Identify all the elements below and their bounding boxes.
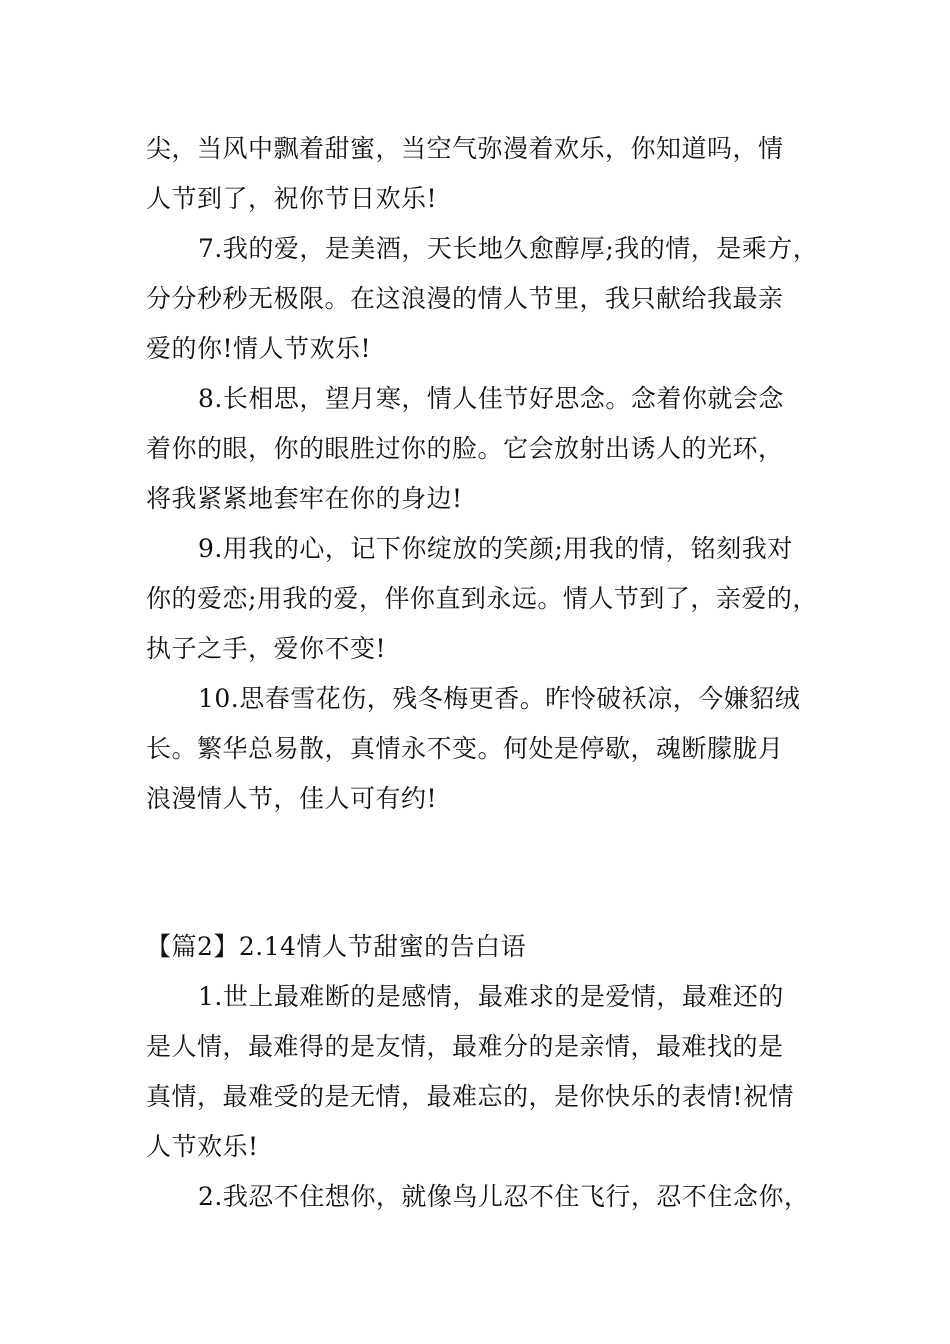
text-line: 1.世上最难断的是感情，最难求的是爱情，最难还的 [198, 982, 784, 1011]
text-line: 10.思春雪花伤，残冬梅更香。昨怜破袄凉，今嫌貂绒 [198, 684, 801, 713]
text-line: 人节到了，祝你节日欢乐! [146, 184, 438, 213]
text-line: 2.我忍不住想你，就像鸟儿忍不住飞行，忍不住念你， [198, 1182, 810, 1211]
text-line: 8.长相思，望月寒，情人佳节好思念。念着你就会念 [198, 384, 784, 413]
text-line: 你的爱恋;用我的爱，伴你直到永远。情人节到了，亲爱的， [146, 584, 818, 613]
section-heading: 【篇2】2.14情人节甜蜜的告白语 [146, 932, 527, 961]
text-line: 着你的眼，你的眼胜过你的脸。它会放射出诱人的光环， [146, 434, 784, 463]
text-line: 是人情，最难得的是友情，最难分的是亲情，最难找的是 [146, 1032, 784, 1061]
text-line: 7.我的爱，是美酒，天长地久愈醇厚;我的情，是乘方， [198, 234, 819, 263]
text-line: 执子之手，爱你不变! [146, 634, 387, 663]
text-line: 浪漫情人节，佳人可有约! [146, 784, 438, 813]
text-line: 真情，最难受的是无情，最难忘的，是你快乐的表情!祝情 [146, 1082, 795, 1111]
text-line: 人节欢乐! [146, 1132, 259, 1161]
text-line: 9.用我的心，记下你绽放的笑颜;用我的情，铭刻我对 [198, 534, 793, 563]
text-line: 分分秒秒无极限。在这浪漫的情人节里，我只献给我最亲 [146, 284, 784, 313]
text-line: 尖，当风中飘着甜蜜，当空气弥漫着欢乐，你知道吗，情 [146, 134, 784, 163]
text-line: 爱的你!情人节欢乐! [146, 334, 372, 363]
text-line: 将我紧紧地套牢在你的身边! [146, 484, 463, 513]
text-line: 长。繁华总易散，真情永不变。何处是停歇，魂断朦胧月 [146, 734, 784, 763]
